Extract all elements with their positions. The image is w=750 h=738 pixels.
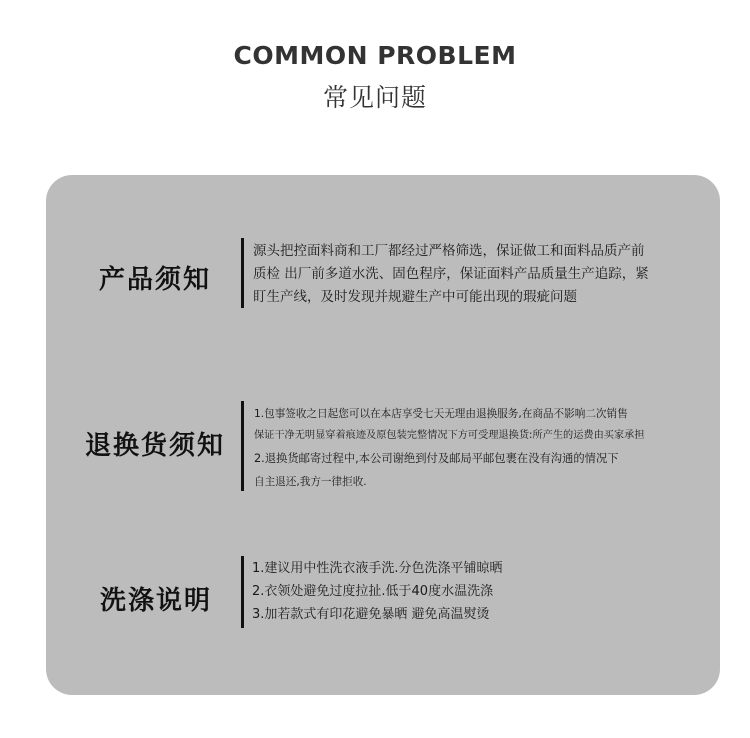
section-divider [241,401,244,491]
section-title: 洗涤说明 [100,586,213,616]
page-title-en: COMMON PROBLEM [233,41,517,70]
section-title: 产品须知 [99,265,212,295]
section-title: 退换货须知 [85,431,226,461]
page-title-zh: 常见问题 [322,83,427,112]
text-line: 3.加若款式有印花避免暴晒 避免高温熨烫 [252,607,490,622]
text-line: 1.包事签收之日起您可以在本店享受七天无理由退换服务,在商品不影响二次销售 [254,408,628,420]
text-line: 保证干净无明显穿着痕迹及原包装完整情况下方可受理退换货:所产生的运费由买家承担 [254,430,645,441]
section-divider [241,238,244,308]
section-divider [241,556,244,628]
text-line: 质检 出厂前多道水洗、固色程序，保证面料产品质量生产追踪，紧 [253,266,649,282]
text-line: 1.建议用中性洗衣液手洗.分色洗涤平铺晾晒 [252,561,503,576]
section-text [253,240,649,309]
text-line: 源头把控面料商和工厂都经过严格筛选，保证做工和面料品质产前 [253,243,645,259]
text-line: 盯生产线，及时发现并规避生产中可能出现的瑕疵问题 [253,289,577,305]
text-line: 2.衣领处避免过度拉扯.低于40度水温洗涤 [252,584,494,599]
text-line: 自主退还,我方一律拒收. [254,476,367,488]
section-text [254,403,645,493]
section-text [252,557,503,626]
text-line: 2.退换货邮寄过程中,本公司谢绝到付及邮局平邮包裹在没有沟通的情况下 [254,452,619,465]
